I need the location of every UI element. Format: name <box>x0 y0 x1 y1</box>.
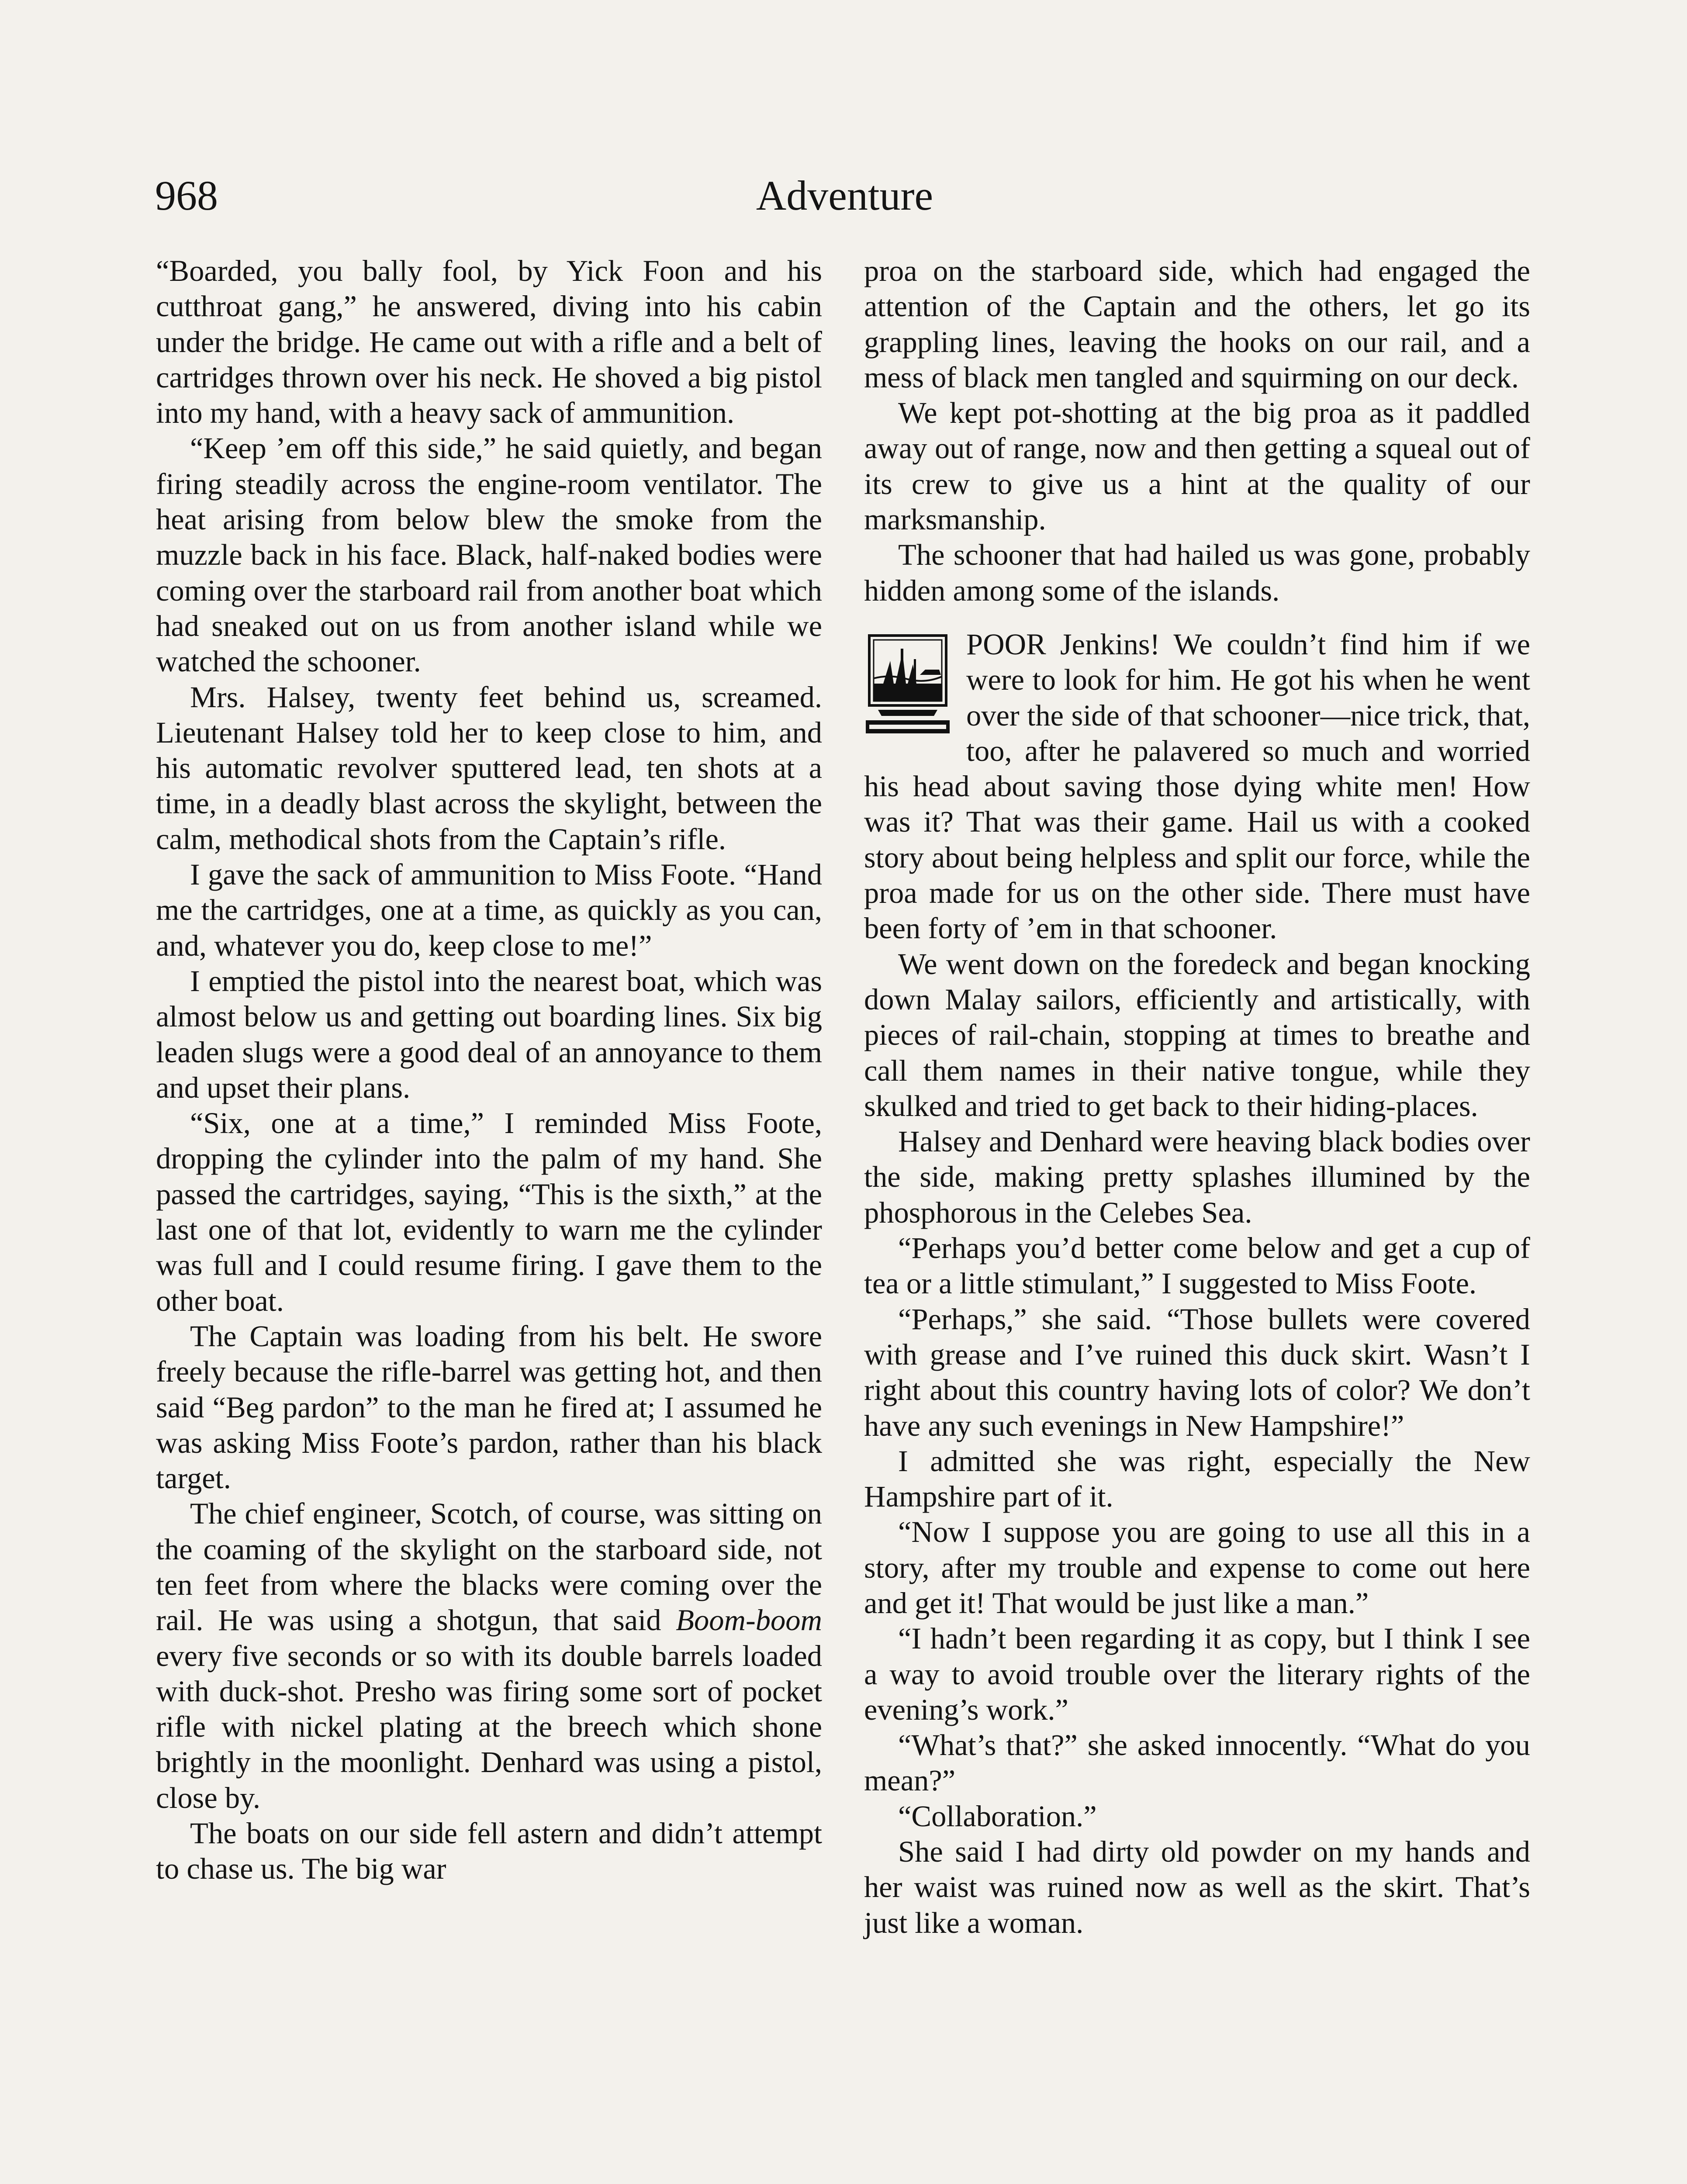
paragraph: “Keep ’em off this side,” he said quietly, and began firing steadily across the engine-room ventilator. The heat arising from below blew the smoke from the muzzle back in his face. Black, half-naked bodies were coming over the starboard rail from another boat which had sneaked out on us from another island while we watched the schooner. <box>156 432 822 678</box>
page-number: 968 <box>155 172 218 219</box>
paragraph: She said I had dirty old powder on my hands and her waist was ruined now as well as the skirt. That’s just like a woman. <box>864 1835 1530 1939</box>
ship-vignette-icon <box>864 633 951 739</box>
paragraph: We went down on the foredeck and began knocking down Malay sailors, efficiently and artistically, with pieces of rail-chain, stopping at times to breathe and call them names in their native tongue, while they skulked and tried to get back to their hiding-places. <box>864 947 1530 1123</box>
right-column <box>864 253 1530 1941</box>
paragraph: “Now I suppose you are going to use all this in a story, after my trouble and expense to come out here and get it! That would be just like a man.” <box>864 1515 1530 1620</box>
paragraph: proa on the starboard side, which had engaged the attention of the Captain and the others, let go its grappling lines, leaving the hooks on our rail, and a mess of black men tangled and squirming on our deck. <box>864 254 1530 394</box>
text-run: every five seconds or so with its double barrels loaded with duck-shot. Presho was firing some sort of pocket rifle with nickel plating at the breech which shone brightly in the moonlight. Denhard was using a pistol, close by. <box>156 1639 822 1814</box>
paragraph <box>156 1496 822 1816</box>
left-column <box>156 253 822 1887</box>
page-header <box>155 165 1534 226</box>
paragraph: We kept pot-shotting at the big proa as it paddled away out of range, now and then getting a squeal out of its crew to give us a hint at the quality of our marksmanship. <box>864 396 1530 536</box>
text-run: Jenkins! We couldn’t find him if we were to look for him. He got his when he went over the side of that schooner—nice trick, that, too, after he palavered so much and worried his head about saving those dying white men! How was it? That was their game. Hail us with a cooked story about being helpless and split our force, while the proa made for us on the other side. There must have been forty of ’em in that schooner. <box>864 627 1530 945</box>
paragraph: The Captain was loading from his belt. He swore freely because the rifle-barrel was getting hot, and then said “Beg pardon” to the man he fired at; I assumed he was asking Miss Foote’s pardon, rather than his black target. <box>156 1319 822 1495</box>
paragraph: I admitted she was right, especially the New Hampshire part of it. <box>864 1444 1530 1514</box>
paragraph: “Perhaps,” she said. “Those bullets were covered with grease and I’ve ruined this duck skirt. Wasn’t I right about this country having lots of color? We don’t have any such evenings in New Hampshire!” <box>864 1302 1530 1442</box>
paragraph: “I hadn’t been regarding it as copy, but I think I see a way to avoid trouble over the literary rights of the evening’s work.” <box>864 1622 1530 1726</box>
paragraph: “What’s that?” she asked innocently. “What do you mean?” <box>864 1728 1530 1797</box>
text-run: The chief engineer, Scotch, of course, was sitting on the coaming of the skylight on the starboard side, not ten feet from where the blacks were coming over the rail. He was using a shotgun, that said <box>156 1497 822 1637</box>
small-caps-opening: POOR <box>966 627 1046 661</box>
paragraph: Mrs. Halsey, twenty feet behind us, screamed. Lieutenant Halsey told her to keep close to him, and his automatic revolver sputtered lead, ten shots at a time, in a deadly blast across the skylight, between the calm, methodical shots from the Captain’s rifle. <box>156 680 822 856</box>
paragraph: The boats on our side fell astern and didn’t attempt to chase us. The big war <box>156 1817 822 1886</box>
paragraph: “Six, one at a time,” I reminded Miss Foote, dropping the cylinder into the palm of my hand. She passed the cartridges, saying, “This is the sixth,” at the last one of that lot, evidently to warn me the cylinder was full and I could resume firing. I gave them to the other boat. <box>156 1106 822 1317</box>
paragraph: The schooner that had hailed us was gone, probably hidden among some of the islands. <box>864 538 1530 607</box>
paragraph: I emptied the pistol into the nearest boat, which was almost below us and getting out boarding lines. Six big leaden slugs were a good deal of an annoyance to them and upset their plans. <box>156 964 822 1104</box>
paragraph: “Boarded, you bally fool, by Yick Foon and his cutthroat gang,” he answered, diving into his cabin under the bridge. He came out with a rifle and a belt of cartridges thrown over his neck. He shoved a big pistol into my hand, with a heavy sack of ammunition. <box>156 254 822 430</box>
paragraph: Halsey and Denhard were heaving black bodies over the side, making pretty splashes illumined by the phosphorous in the Celebes Sea. <box>864 1125 1530 1229</box>
italic-text: Boom-boom <box>676 1603 822 1637</box>
paragraph: “Perhaps you’d better come below and get a cup of tea or a little stimulant,” I suggested to Miss Foote. <box>864 1231 1530 1300</box>
running-head: Adventure <box>756 172 933 219</box>
paragraph: “Collaboration.” <box>898 1799 1097 1833</box>
paragraph: I gave the sack of ammunition to Miss Foote. “Hand me the cartridges, one at a time, as quickly as you can, and, whatever you do, keep close to me!” <box>156 858 822 962</box>
section-opening-paragraph <box>864 627 1530 947</box>
